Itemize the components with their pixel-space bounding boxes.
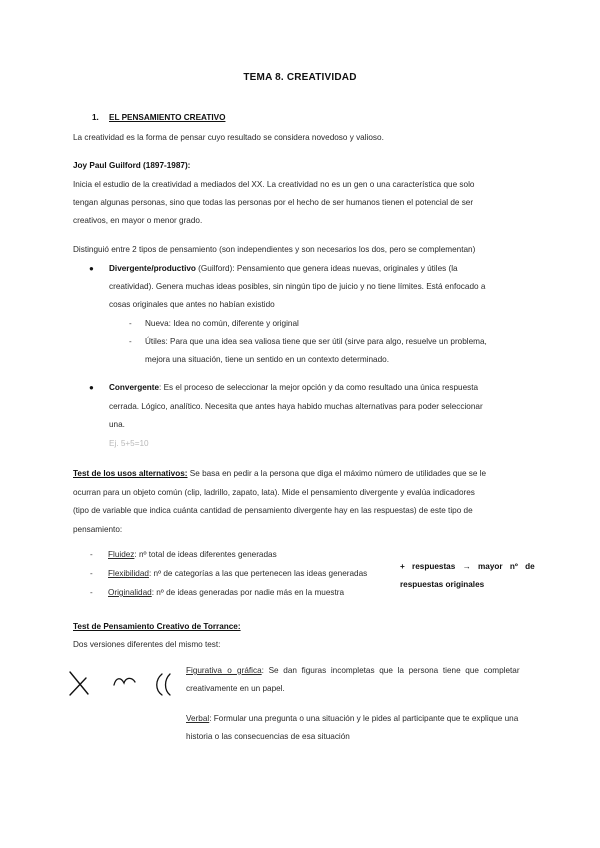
usos-line xyxy=(73,469,486,479)
dash-marker: - xyxy=(90,569,93,578)
usos-line: pensamiento: xyxy=(73,525,123,534)
usos-line: (tipo de variable que indica cuánta cantidad de pensamiento divergente hay en las respuestas) de este tipo de xyxy=(73,506,473,515)
torrance-intro: Dos versiones diferentes del mismo test: xyxy=(73,640,221,649)
section-heading: EL PENSAMIENTO CREATIVO xyxy=(109,113,226,122)
guilford-line: creativos, en mayor o menor grado. xyxy=(73,216,203,225)
section-number: 1. xyxy=(92,113,99,122)
verbal-text: : Formular una pregunta o una situación y le pides al participante que te explique una xyxy=(209,714,519,723)
figurativa-text: : Se dan figuras incompletas que la persona tiene que completar xyxy=(261,666,520,675)
thinking-types-intro: Distinguió entre 2 tipos de pensamiento (son independientes y son necesarios los dos, pero se complementan) xyxy=(73,245,476,254)
page-title: TEMA 8. CREATIVIDAD xyxy=(243,72,357,83)
guilford-line: Inicia el estudio de la creatividad a mediados del XX. La creatividad no es un gen o una característica que solo xyxy=(73,180,475,189)
figurativa-term: Figurativa o gráfica xyxy=(186,666,262,675)
convergent-line xyxy=(109,383,478,393)
bullet: ● xyxy=(89,383,94,392)
divergent-line: cosas originales que antes no habían existido xyxy=(109,300,275,309)
divergent-term: Divergente/productivo xyxy=(109,264,196,273)
sub-item-utiles-cont: mejora una situación, tiene un sentido en un contexto determinado. xyxy=(145,355,389,364)
indicator-flexibilidad xyxy=(108,569,367,579)
sub-item-utiles: Útiles: Para que una idea sea valiosa tiene que ser útil (sirve para algo, resuelve un problema, xyxy=(145,337,487,346)
guilford-heading: Joy Paul Guilford (1897-1987): xyxy=(73,161,191,170)
dash-marker: - xyxy=(90,550,93,559)
indicator-term: Flexibilidad xyxy=(108,569,149,578)
figurativa-line: creativamente en un papel. xyxy=(186,684,285,693)
verbal-line: historia o las consecuencias de esa situación xyxy=(186,732,350,741)
indicator-text: : nº total de ideas diferentes generadas xyxy=(134,550,277,559)
convergent-example: Ej. 5+5=10 xyxy=(109,439,149,448)
figurativa-line xyxy=(186,666,520,676)
sub-item-nueva: Nueva: Idea no común, diferente y original xyxy=(145,319,299,328)
bullet: ● xyxy=(89,264,94,273)
indicator-term: Fluidez xyxy=(108,550,135,559)
indicator-originalidad xyxy=(108,588,344,598)
convergent-text: : Es el proceso de seleccionar la mejor opción y da como resultado una única respuesta xyxy=(159,383,479,392)
indicator-text: : nº de categorías a las que pertenecen las ideas generadas xyxy=(148,569,368,578)
divergent-line xyxy=(109,264,458,274)
divergent-text: (Guilford): Pensamiento que genera ideas nuevas, originales y útiles (la xyxy=(195,264,458,273)
verbal-term: Verbal xyxy=(186,714,210,723)
usos-line: ocurran para un objeto común (clip, ladrillo, zapato, lata). Mide el pensamiento divergente y evalúa indicadores xyxy=(73,488,475,497)
convergent-line: una. xyxy=(109,420,125,429)
indicator-fluidez xyxy=(108,550,277,560)
indicator-text: : nº de ideas generadas por nadie más en la muestra xyxy=(151,588,345,597)
dash-marker: - xyxy=(129,319,132,328)
usos-note: + respuestas → mayor nº de xyxy=(400,562,535,571)
usos-heading: Test de los usos alternativos: xyxy=(73,469,188,478)
usos-text: Se basa en pedir a la persona que diga el máximo número de utilidades que se le xyxy=(187,469,487,478)
divergent-line: creatividad). Genera muchas ideas posibles, sin ningún tipo de juicio y no tiene límites. Está enfocado a xyxy=(109,282,486,291)
dash-marker: - xyxy=(129,337,132,346)
usos-note: respuestas originales xyxy=(400,580,485,589)
guilford-line: tengan algunas personas, sino que todas las personas por el hecho de ser humanos tienen el potencial de ser xyxy=(73,198,474,207)
indicator-term: Originalidad xyxy=(108,588,152,597)
torrance-heading: Test de Pensamiento Creativo de Torrance: xyxy=(73,622,241,631)
dash-marker: - xyxy=(90,588,93,597)
creativity-definition: La creatividad es la forma de pensar cuyo resultado se considera novedoso y valioso. xyxy=(73,133,384,142)
verbal-line xyxy=(186,714,518,724)
convergent-term: Convergente xyxy=(109,383,160,392)
incomplete-figures-drawing xyxy=(66,668,186,700)
convergent-line: cerrada. Lógico, analítico. Necesita que antes haya habido muchas alternativas para poder seleccionar xyxy=(109,402,483,411)
